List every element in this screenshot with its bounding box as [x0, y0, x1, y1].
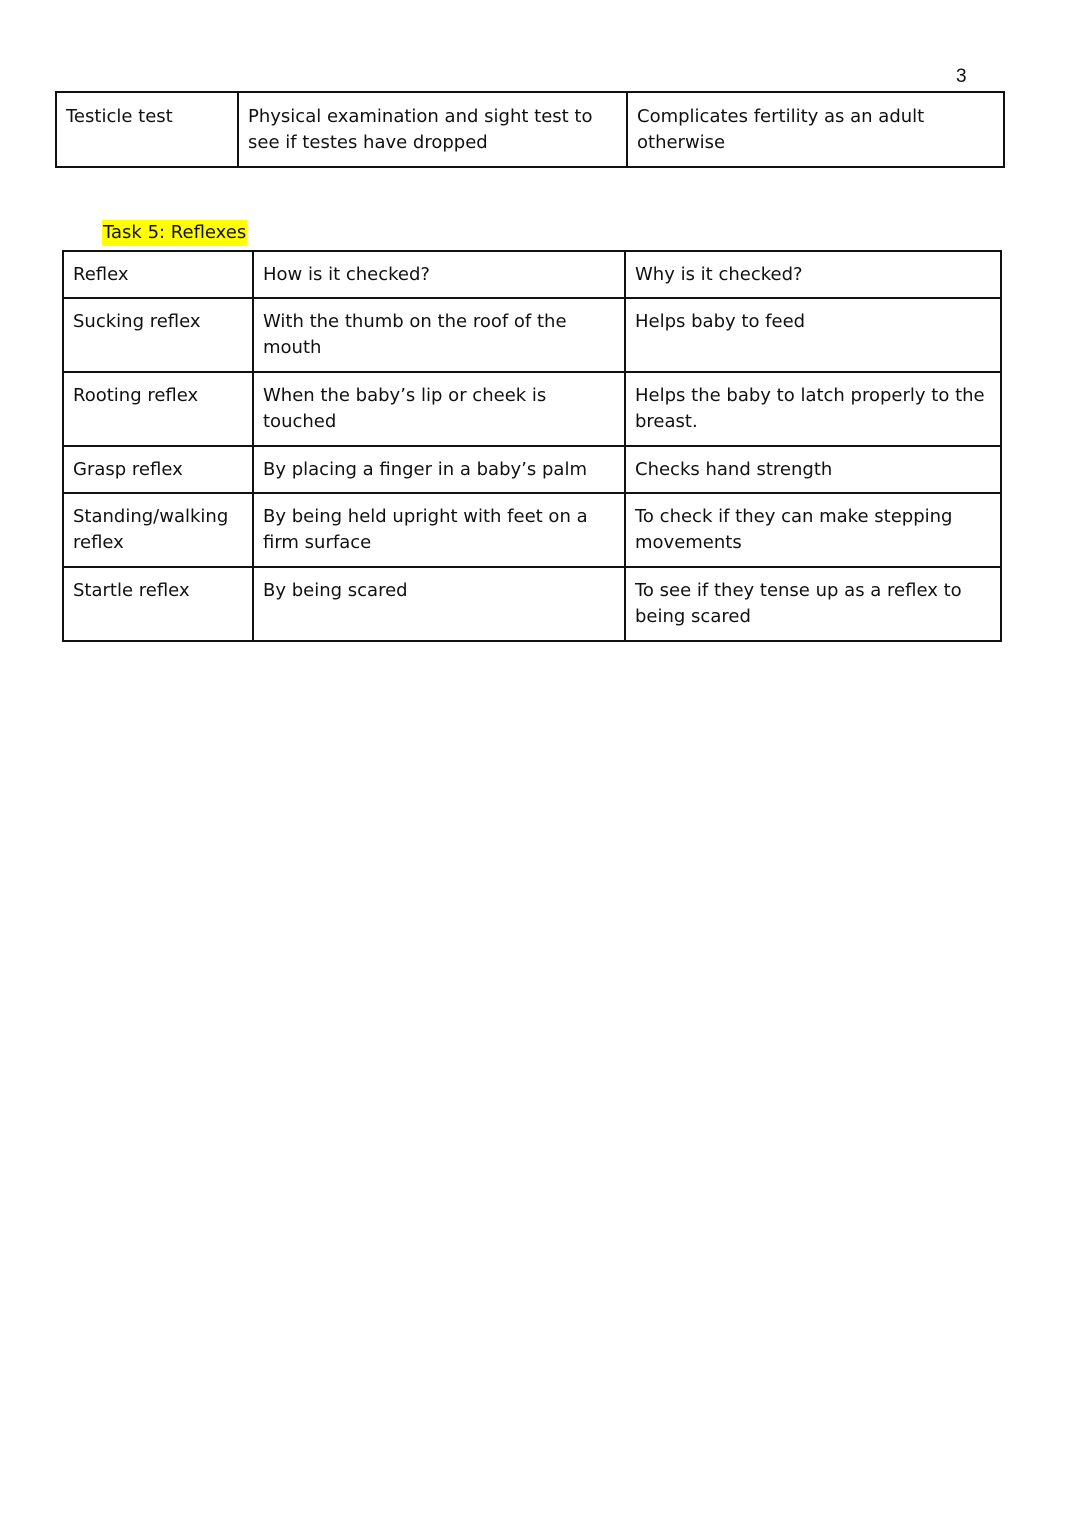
table-row [56, 92, 1004, 167]
page-number: 3 [956, 66, 967, 87]
table-cell-why: To check if they can make stepping movements [625, 493, 1001, 567]
screening-table [55, 91, 1005, 168]
table-cell-how: By placing a finger in a baby’s palm [253, 446, 625, 493]
table-cell-why: Helps the baby to latch properly to the breast. [625, 372, 1001, 446]
table-cell-test: Testicle test [56, 92, 238, 167]
table-cell-why: To see if they tense up as a reflex to being scared [625, 567, 1001, 641]
table-row [63, 446, 1001, 493]
table-cell-how: With the thumb on the roof of the mouth [253, 298, 625, 372]
table-cell-reflex: Grasp reflex [63, 446, 253, 493]
table-cell-how: When the baby’s lip or cheek is touched [253, 372, 625, 446]
column-header-reflex: Reflex [63, 251, 253, 298]
table-cell-how: Physical examination and sight test to see if testes have dropped [238, 92, 627, 167]
table-header-row [63, 251, 1001, 298]
table-cell-why: Complicates fertility as an adult otherwise [627, 92, 1004, 167]
reflexes-table [62, 250, 1002, 642]
column-header-why: Why is it checked? [625, 251, 1001, 298]
table-row [63, 493, 1001, 567]
table-row [63, 298, 1001, 372]
table-row [63, 567, 1001, 641]
table-cell-why: Helps baby to feed [625, 298, 1001, 372]
table-cell-reflex: Sucking reflex [63, 298, 253, 372]
table-cell-reflex: Standing/walking reflex [63, 493, 253, 567]
table-cell-why: Checks hand strength [625, 446, 1001, 493]
table-row [63, 372, 1001, 446]
table-cell-reflex: Rooting reflex [63, 372, 253, 446]
task-heading: Task 5: Reflexes [102, 220, 247, 246]
table-cell-how: By being held upright with feet on a firm surface [253, 493, 625, 567]
table-cell-how: By being scared [253, 567, 625, 641]
table-cell-reflex: Startle reflex [63, 567, 253, 641]
column-header-how: How is it checked? [253, 251, 625, 298]
